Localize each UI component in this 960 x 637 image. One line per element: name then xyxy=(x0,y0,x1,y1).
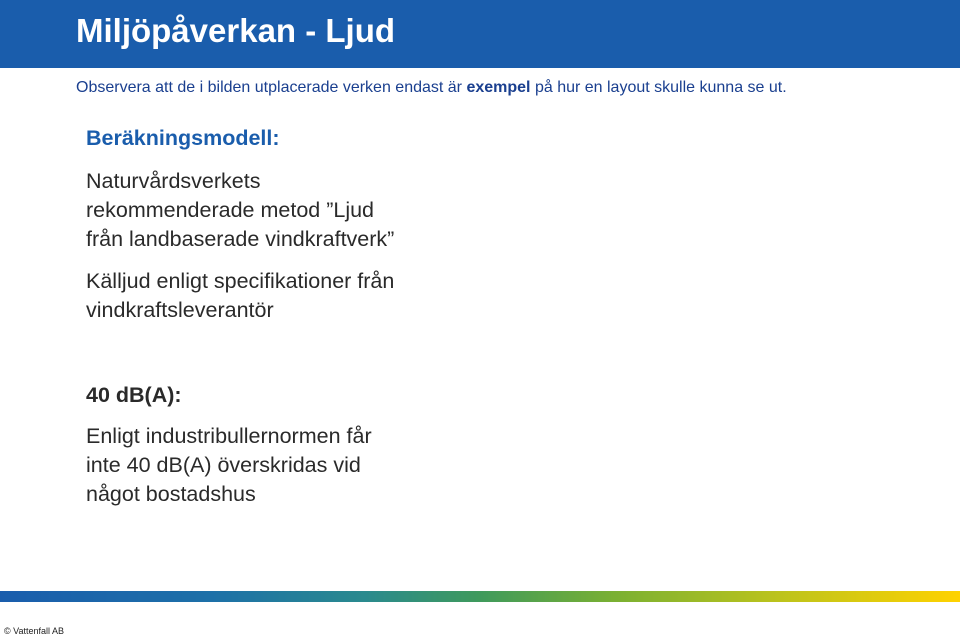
spacer xyxy=(86,254,606,267)
model-source-text: Källjud enligt specifikationer från vindkraftsleverantör xyxy=(86,269,395,322)
model-method-text: Naturvårdsverkets rekommenderade metod ”Ljud från landbaserade vindkraftverk” xyxy=(86,169,395,251)
copyright-text: © Vattenfall AB xyxy=(4,626,64,636)
limit-text: Enligt industribullernormen får inte 40 dB(A) överskridas vid något bostadshus xyxy=(86,424,372,506)
notice-text-end: på hur en layout skulle kunna se ut. xyxy=(530,79,787,96)
title-bar xyxy=(0,0,960,68)
model-heading: Beräkningsmodell: xyxy=(86,126,280,150)
limit-heading: 40 dB(A): xyxy=(86,383,182,407)
footer-color-stripe xyxy=(0,591,960,602)
slide-title: Miljöpåverkan - Ljud xyxy=(76,12,396,49)
content-body xyxy=(86,124,606,509)
notice-emphasis: exempel xyxy=(466,79,531,96)
spacer xyxy=(86,325,606,381)
notice-text-start: Observera att de i bilden utplacerade verken endast är xyxy=(76,79,467,96)
spacer xyxy=(86,153,606,167)
layout-notice xyxy=(76,79,787,97)
spacer xyxy=(86,410,606,422)
